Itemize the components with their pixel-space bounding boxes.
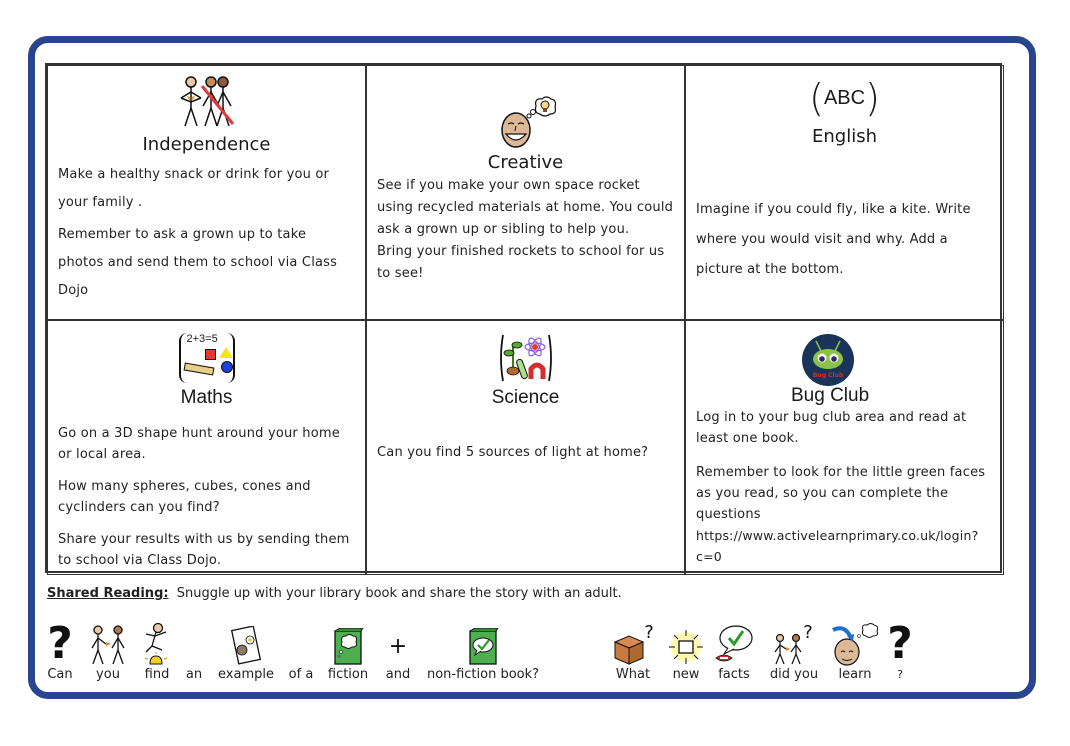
symbol-word: [40, 620, 80, 684]
shared-reading-text: Snuggle up with your library book and share the story with an adult.: [176, 586, 622, 601]
cell-text: See if you make your own space rocket using recycled materials at home. You could ask a grown up or sibling to help you.: [377, 178, 674, 237]
cell-maths: [47, 320, 366, 575]
symbol-word: [666, 620, 706, 684]
bug-club-logo: [801, 333, 855, 387]
symbol-sentence-right: [608, 620, 928, 686]
symbol-word: [608, 620, 658, 684]
symbol-label: did you: [769, 667, 819, 682]
shared-reading: [47, 586, 622, 601]
cell-title: Independence: [142, 134, 271, 155]
symbol-label: Can: [47, 667, 73, 682]
symbol-word: [382, 620, 414, 684]
abc-icon-text: ABC: [823, 86, 866, 109]
maths-icon-text: 2+3=5: [186, 333, 218, 345]
cell-title: Bug Club: [791, 385, 870, 406]
cell-title: Maths: [180, 387, 233, 408]
cell-english: [685, 65, 1004, 320]
symbol-word: [88, 620, 128, 684]
symbol-label: non-fiction book?: [426, 667, 540, 682]
shared-reading-label: Shared Reading:: [47, 586, 169, 601]
non-fiction-book-icon: [467, 628, 499, 666]
symbol-label: What: [615, 667, 651, 682]
maths-shapes-icon: [179, 333, 235, 383]
cell-text: Remember to ask a grown up to take photos and send them to school via Class Dojo: [58, 227, 338, 298]
symbol-word: [766, 620, 822, 684]
symbol-label: facts: [718, 667, 750, 682]
you-icon: [88, 624, 128, 666]
facts-icon: [714, 622, 754, 666]
bugclub-link[interactable]: https://www.activelearnprimary.co.uk/login?c=0: [696, 528, 979, 564]
symbol-label: and: [385, 667, 411, 682]
symbol-label: new: [672, 667, 700, 682]
symbol-word: [140, 620, 174, 684]
cell-bugclub: [685, 320, 1004, 575]
symbol-word: [214, 620, 278, 684]
symbol-label: you: [96, 667, 120, 682]
question-mark-icon: ?: [887, 618, 913, 669]
what-box-icon: [611, 622, 655, 666]
symbol-word: [284, 620, 318, 684]
cell-text: Go on a 3D shape hunt around your home or local area.: [58, 426, 340, 462]
cell-title: English: [812, 126, 877, 147]
question-mark-icon: ?: [644, 622, 654, 643]
cell-text: Log in to your bug club area and read at least one book.: [696, 410, 967, 446]
cell-text: Share your results with us by sending them to school via Class Dojo.: [58, 532, 350, 568]
symbol-label: example: [218, 667, 274, 682]
symbol-word: [424, 620, 542, 684]
cell-text: Remember to look for the little green faces as you read, so you can complete the questions: [696, 465, 986, 522]
symbol-word: [182, 620, 206, 684]
cell-title: Creative: [487, 152, 564, 173]
question-mark-icon: ?: [47, 618, 73, 669]
learn-icon: [831, 622, 879, 666]
symbol-label: fiction: [327, 667, 369, 682]
example-icon: [231, 626, 261, 666]
symbol-word: [884, 620, 916, 684]
symbol-label: find: [144, 667, 170, 682]
find-icon: [142, 622, 172, 666]
new-icon: [667, 628, 705, 666]
abc-icon: ( ABC ): [809, 76, 880, 120]
symbol-label: ?: [897, 668, 903, 681]
science-icon: [499, 331, 553, 385]
cell-text: Imagine if you could fly, like a kite. Write where you would visit and why. Add a picture at the bottom.: [696, 202, 971, 277]
cell-title: Science: [491, 387, 560, 408]
cell-text: Make a healthy snack or drink for you or your family .: [58, 167, 330, 210]
fiction-book-icon: [332, 628, 364, 666]
activity-grid: [45, 63, 1002, 573]
symbol-label: learn: [838, 667, 872, 682]
thinking-face-lightbulb-icon: [494, 96, 558, 150]
symbol-word: [326, 620, 370, 684]
symbol-sentence-left: [40, 620, 560, 686]
cell-independence: [47, 65, 366, 320]
bug-club-logo-text: Bug Club: [812, 372, 844, 379]
cell-creative: [366, 65, 685, 320]
symbol-label: of a: [288, 667, 314, 682]
symbol-label: an: [185, 667, 203, 682]
cell-text: Bring your finished rockets to school for us to see!: [377, 244, 665, 281]
symbol-word: [714, 620, 754, 684]
symbol-word: [830, 620, 880, 684]
did-you-icon: [772, 622, 816, 666]
plus-icon: +: [388, 634, 408, 659]
people-crossed-icon: [175, 74, 239, 130]
cell-science: [366, 320, 685, 575]
cell-text: Can you find 5 sources of light at home?: [377, 445, 649, 460]
cell-text: How many spheres, cubes, cones and cyclinders can you find?: [58, 479, 311, 515]
question-mark-icon: ?: [803, 622, 813, 643]
